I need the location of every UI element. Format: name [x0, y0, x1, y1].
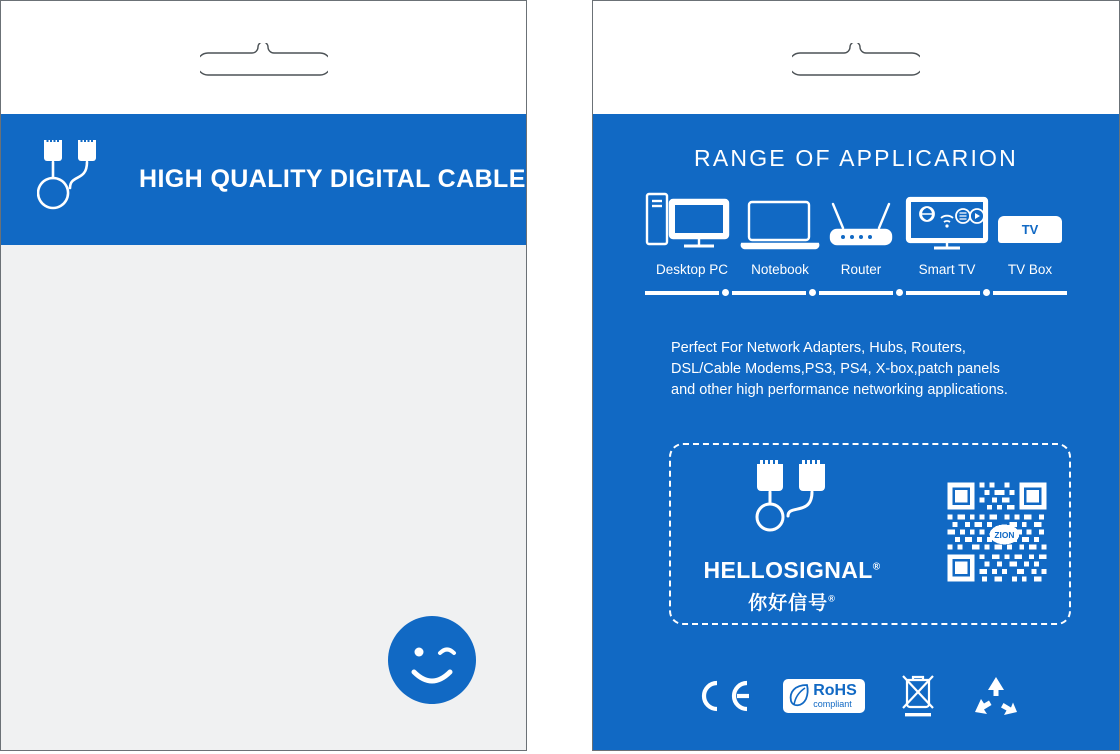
application-row: [593, 172, 1119, 277]
leaf-icon: [788, 683, 810, 709]
tv-box-icon: [994, 190, 1066, 252]
brand-dashed-box: [669, 443, 1071, 625]
qr-center-label: ZION: [994, 529, 1015, 540]
back-heading: RANGE OF APPLICARION: [694, 145, 1018, 171]
ce-mark-icon: [691, 677, 753, 715]
application-label: Notebook: [751, 262, 809, 277]
divider-dot: [722, 289, 729, 296]
brand-name-text: HELLOSIGNAL: [703, 556, 873, 583]
application-label: TV Box: [1007, 262, 1053, 277]
divider-segment: [906, 291, 980, 295]
svg-text:TV: TV: [1021, 222, 1039, 237]
divider-dot: [896, 289, 903, 296]
weee-crossed-out-bin-icon: [895, 672, 941, 720]
rohs-compliant-icon: [783, 679, 865, 713]
application-label: Router: [840, 262, 882, 277]
router-icon: [821, 190, 901, 252]
divider-segment: [993, 291, 1067, 295]
hang-hole-icon: [792, 43, 920, 77]
application-item-notebook: [739, 190, 821, 277]
ethernet-cable-icon: [37, 138, 103, 221]
brand-name-chinese: [748, 588, 836, 615]
notebook-icon: [739, 190, 821, 252]
front-hang-area: [1, 1, 526, 114]
ethernet-cable-icon: [733, 454, 851, 543]
front-title: HIGH QUALITY DIGITAL CABLE: [139, 165, 526, 193]
divider-segment: [732, 291, 806, 295]
application-label: Desktop PC: [655, 262, 729, 277]
application-item-smart-tv: [901, 190, 993, 277]
rohs-label: RoHS: [813, 682, 857, 699]
description-line-2: DSL/Cable Modems,PS3, PS4, X-box,patch panels: [671, 361, 1000, 377]
hang-hole-icon: [200, 43, 328, 77]
front-panel: [0, 0, 527, 751]
application-item-router: [821, 190, 901, 277]
front-header-band: [1, 114, 526, 245]
description-line-3: and other high performance networking applications.: [671, 382, 1008, 398]
back-blue-area: [593, 114, 1119, 750]
brand-registered-mark-cn: ®: [828, 593, 836, 604]
brand-name: [703, 557, 880, 584]
recycle-mobius-icon: [971, 674, 1021, 718]
winking-smiley-icon: [386, 614, 478, 706]
certification-row: [593, 672, 1119, 720]
application-label: Smart TV: [918, 262, 976, 277]
front-window-area: [1, 245, 526, 750]
divider-segment: [819, 291, 893, 295]
desktop-pc-icon: [644, 190, 740, 252]
divider-dot: [983, 289, 990, 296]
description-block: [671, 338, 1067, 401]
divider-segment: [645, 291, 719, 295]
back-panel: [592, 0, 1120, 751]
qr-code-icon: [945, 480, 1049, 589]
application-item-tv-box: [993, 190, 1067, 277]
back-hang-area: [593, 1, 1119, 114]
application-item-desktop-pc: [645, 190, 739, 277]
description-line-1: Perfect For Network Adapters, Hubs, Routers,: [671, 340, 966, 356]
brand-block: [683, 454, 901, 615]
divider-dot: [809, 289, 816, 296]
segmented-divider: [645, 289, 1067, 296]
brand-registered-mark: ®: [872, 560, 881, 572]
brand-name-chinese-text: 你好信号: [748, 592, 829, 614]
rohs-sublabel: compliant: [813, 699, 852, 709]
smart-tv-icon: [901, 190, 993, 252]
